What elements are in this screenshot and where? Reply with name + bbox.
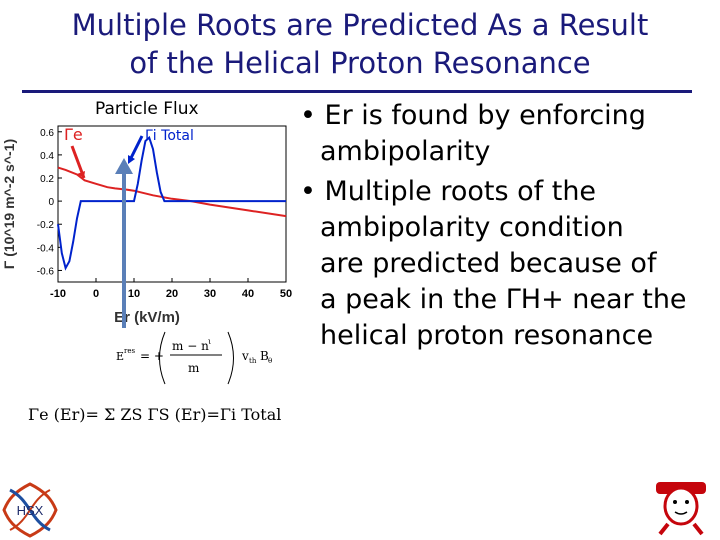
svg-text:m − n: m − n	[172, 339, 209, 353]
y-tick-label: 0.6	[40, 127, 54, 139]
y-tick-label: -0.6	[36, 266, 54, 278]
svg-text:ι: ι	[208, 337, 212, 346]
x-tick-label: -10	[50, 288, 66, 300]
y-tick-label: -0.2	[36, 220, 54, 232]
svg-text:res: res	[124, 347, 136, 355]
svg-text:B: B	[260, 349, 269, 363]
y-tick-label: 0.4	[40, 150, 54, 162]
bullet-1-line-1: • Er is found by enforcing	[300, 100, 646, 131]
series-gamma-i-total-line	[58, 138, 286, 269]
x-tick-label: 0	[92, 288, 100, 300]
slide-title	[0, 6, 720, 82]
plot-title: Particle Flux	[95, 99, 199, 119]
x-tick-label: 30	[203, 288, 217, 300]
slide-title-line-2: of the Helical Proton Resonance	[129, 46, 591, 80]
x-tick-label: 40	[241, 288, 255, 300]
x-axis-label: Er (kV/m)	[114, 309, 180, 326]
chart-series	[58, 138, 286, 269]
svg-text:= +: = +	[140, 349, 164, 363]
hsx-logo-text: HSX	[16, 503, 44, 518]
bullet-2-line-1: • Multiple roots of the	[300, 176, 597, 207]
bullet-2-line-4: a peak in the ΓH+ near the	[320, 284, 687, 315]
bullet-1	[300, 98, 710, 170]
bullet-2	[300, 174, 710, 354]
svg-text:v: v	[242, 349, 249, 363]
y-axis-label: Γ (10^19 m^-2 s^-1)	[1, 138, 17, 270]
badger-mascot-icon	[650, 468, 712, 536]
arrow-gamma-i	[130, 136, 142, 160]
label-gamma-e: Γe	[64, 125, 83, 144]
y-tick-label: -0.4	[36, 243, 54, 255]
resonance-formula	[110, 328, 290, 388]
formula-2-text: Γe (Er)= Σ ZS ΓS (Er)=Γi Total	[28, 405, 282, 424]
y-tick-label: 0	[48, 197, 54, 209]
x-tick-label: 20	[165, 288, 179, 300]
svg-text:th: th	[249, 357, 257, 365]
title-divider	[22, 90, 692, 93]
x-tick-label: 50	[279, 288, 293, 300]
label-gamma-i-total: Γi Total	[145, 128, 194, 144]
formula-1-text: Er res = + ( (m − n ι) / m ) vth Bθ	[110, 386, 128, 387]
series-gamma-e-line	[58, 168, 286, 217]
bullet-2-line-3: are predicted because of	[320, 248, 657, 279]
hsx-logo	[0, 480, 60, 540]
slide-title-line-1: Multiple Roots are Predicted As a Result	[71, 8, 649, 42]
plot-frame	[58, 126, 286, 282]
bullet-2-line-2: ambipolarity condition	[320, 212, 624, 243]
x-tick-label: 10	[127, 288, 141, 300]
svg-text:θ: θ	[268, 357, 273, 365]
ambipolarity-formula	[28, 405, 281, 424]
particle-flux-chart	[0, 100, 300, 330]
bullet-1-line-2: ambipolarity	[320, 136, 491, 167]
y-tick-label: 0.2	[40, 174, 54, 185]
svg-text:m: m	[188, 361, 200, 375]
svg-text:E: E	[116, 350, 125, 363]
bullet-list	[300, 98, 710, 358]
bullet-2-line-5: helical proton resonance	[320, 320, 654, 351]
